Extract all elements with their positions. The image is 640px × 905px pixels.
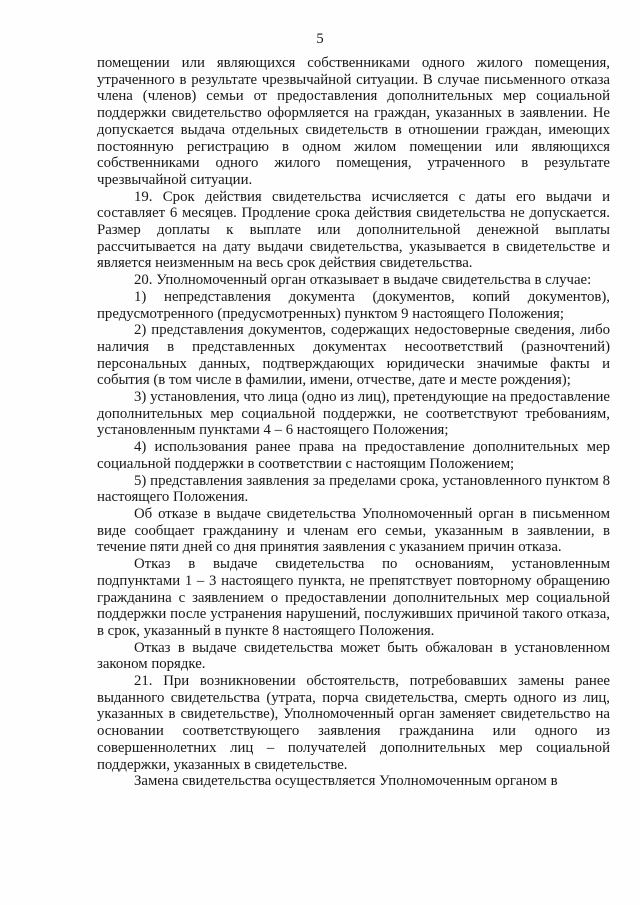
paragraph-refusal-grounds: Отказ в выдаче свидетельства по основаниям, установленным подпунктами 1 – 3 настоящего пункта, не препятствует повторному обращению гражданина с заявлением о предоставлении дополнительных мер социальной поддержки после устранения нарушений, послуживших причиной такого отказа, в срок, указанный в пункте 8 настоящего Положения. [97,556,610,639]
paragraph-clause-21: 21. При возникновении обстоятельств, потребовавших замены ранее выданного свидетельства (утрата, порча свидетельства, смерть одного из лиц, указанных в свидетельстве), Уполномоченный орган заменяет свидетельство на основании соответствующего заявления гражданина или одного из совершеннолетних лиц – получателей дополнительных мер социальной поддержки, указанных в свидетельстве. [97,673,610,773]
paragraph-replacement: Замена свидетельства осуществляется Уполномоченным органом в [134,773,558,790]
list-item-4: 4) использования ранее права на предоставление дополнительных мер социальной поддержки в соответствии с настоящим Положением; [97,439,610,472]
paragraph-refusal-notice: Об отказе в выдаче свидетельства Уполномоченный орган в письменном виде сообщает гражданину и членам его семьи, указанным в заявлении, в течение пяти дней со дня принятия заявления с указанием причин отказа. [97,505,610,556]
paragraph-continuation: помещении или являющихся собственниками одного жилого помещения, утраченного в результате чрезвычайной ситуации. В случае письменного отказа члена (членов) семьи от предоставления дополнительных мер социальной поддержки свидетельство оформляется на граждан, указанных в заявлении. Не допускается выдача отдельных свидетельств в отношении граждан, имеющих постоянную регистрацию в одном жилом помещении или являющихся собственниками одного жилого помещения, утраченного в результате чрезвычайной ситуации. [97,55,610,188]
list-item-1: 1) непредставления документа (документов, копий документов), предусмотренного (предусмотренных) пунктом 9 настоящего Положения; [97,288,610,322]
document-body [97,55,610,790]
list-item-5: 5) представления заявления за пределами срока, установленного пунктом 8 настоящего Положения. [97,472,610,506]
paragraph-clause-19: 19. Срок действия свидетельства исчисляется с даты его выдачи и составляет 6 месяцев. Продление срока действия свидетельства не допускается. Размер доплаты к выплате или дополнительной денежной выплаты рассчитывается на дату выдачи свидетельства, указывается в свидетельстве и является неизменным на весь срок действия свидетельства. [97,188,610,272]
page-number: 5 [316,31,324,47]
paragraph-clause-20: 20. Уполномоченный орган отказывает в выдаче свидетельства в случае: [134,272,592,289]
paragraph-refusal-appeal: Отказ в выдаче свидетельства может быть обжалован в установленном законом порядке. [97,639,610,673]
list-item-2: 2) представления документов, содержащих недостоверные сведения, либо наличия в представленных документах несоответствий (разночтений) персональных данных, подтверждающих юридически значимые факты и события (в том числе в фамилии, имени, отчестве, дате и месте рождения); [97,322,610,389]
list-item-3: 3) установления, что лица (одно из лиц), претендующие на предоставление дополнительных мер социальной поддержки, не соответствуют требованиям, установленным пунктами 4 – 6 настоящего Положения; [97,389,610,439]
